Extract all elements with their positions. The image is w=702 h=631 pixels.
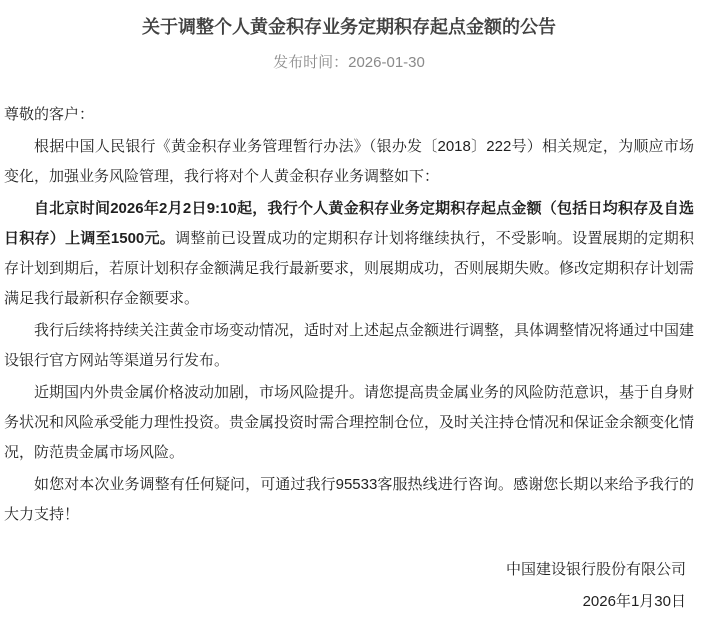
paragraph-adjustment-bold: 自北京时间2026年2月2日9:10起，我行个人黄金积存业务定期积存起点金额（包括日均积存及自选日积存）上调至1500元。	[4, 200, 694, 247]
paragraph-contact: 如您对本次业务调整有任何疑问，可通过我行95533客服热线进行咨询。感谢您长期以来给予我行的大力支持！	[4, 476, 694, 523]
salutation: 尊敬的客户：	[4, 106, 95, 123]
paragraph-risk-warning: 近期国内外贵金属价格波动加剧，市场风险提升。请您提高贵金属业务的风险防范意识，基于自身财务状况和风险承受能力理性投资。贵金属投资时需合理控制仓位，及时关注持仓情况和保证金余额变化情况，防范贵金属市场风险。	[4, 384, 695, 461]
publish-time: 发布时间：2026-01-30	[273, 54, 425, 71]
announcement-body	[4, 100, 694, 530]
paragraph-adjustment	[4, 194, 694, 314]
paragraph-adjustment-rest: 调整前已设置成功的定期积存计划将继续执行，不受影响。设置展期的定期积存计划到期后，若原计划积存金额满足我行最新要求，则展期成功，否则展期失败。修改定期积存计划需满足我行最新积存金额要求。	[4, 230, 695, 307]
paragraph-regulation: 根据中国人民银行《黄金积存业务管理暂行办法》（银办发〔2018〕222号）相关规定，为顺应市场变化，加强业务风险管理，我行将对个人黄金积存业务调整如下：	[4, 138, 694, 185]
announcement-date: 2026年1月30日	[582, 593, 686, 610]
signature-block	[4, 554, 694, 618]
page-title: 关于调整个人黄金积存业务定期积存起点金额的公告	[142, 17, 556, 37]
company-signature: 中国建设银行股份有限公司	[505, 561, 686, 578]
paragraph-followup: 我行后续将持续关注黄金市场变动情况，适时对上述起点金额进行调整，具体调整情况将通过中国建设银行官方网站等渠道另行发布。	[4, 322, 695, 369]
